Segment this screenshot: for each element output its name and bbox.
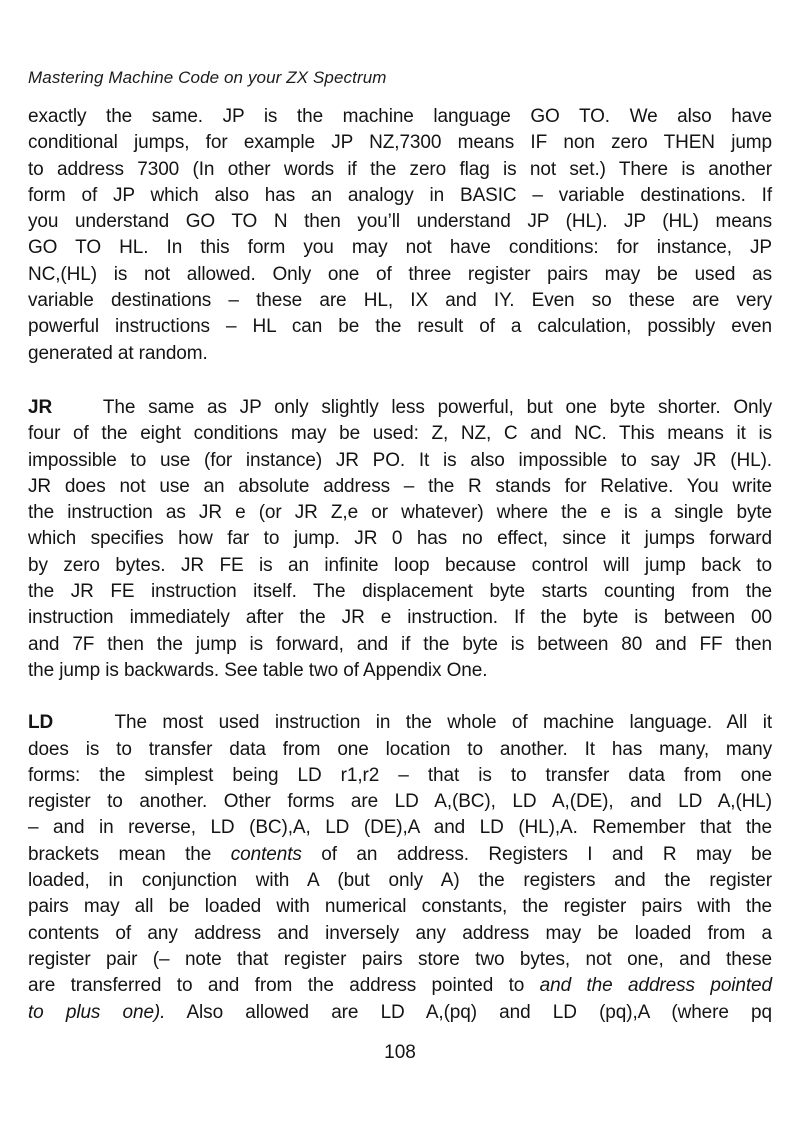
text-line xyxy=(28,314,772,340)
text-run: generated at random. xyxy=(28,342,208,364)
text-line xyxy=(28,842,772,868)
text-line xyxy=(28,395,772,421)
text-run: Also allowed are LD A,(pq) and LD (pq),A (where pq xyxy=(165,1001,772,1023)
text-run: and 7F then the jump is forward, and if the byte is between 80 and FF then xyxy=(28,633,772,655)
text-line xyxy=(28,183,772,209)
running-header: Mastering Machine Code on your ZX Spectrum xyxy=(28,68,387,87)
text-line xyxy=(28,947,772,973)
text-run: forms: the simplest being LD r1,r2 – that is to transfer data from one xyxy=(28,764,772,786)
text-run: variable destinations – these are HL, IX and IY. Even so these are very xyxy=(28,290,772,312)
text-run: you understand GO TO N then you’ll understand JP (HL). JP (HL) means xyxy=(28,211,772,233)
text-run: contents of any address and inversely any address may be loaded from a xyxy=(28,922,772,944)
text-line xyxy=(28,553,772,579)
text-run: loaded, in conjunction with A (but only A) the registers and the register xyxy=(28,870,772,892)
page-number: 108 xyxy=(384,1041,416,1063)
paragraph xyxy=(28,395,772,684)
body-text xyxy=(28,104,772,1026)
text-run: JR xyxy=(28,396,53,418)
text-run: of an address. Registers I and R may be xyxy=(301,843,772,865)
text-run: brackets mean the xyxy=(28,843,231,865)
text-line xyxy=(28,973,772,999)
text-run: The same as JP only slightly less powerful, but one byte shorter. Only xyxy=(52,396,772,418)
text-line xyxy=(28,658,772,684)
text-line xyxy=(28,526,772,552)
text-run: the instruction as JR e (or JR Z,e or whatever) where the e is a single byte xyxy=(28,502,772,524)
text-run: four of the eight conditions may be used: Z, NZ, C and NC. This means it is xyxy=(28,423,772,445)
text-line xyxy=(28,632,772,658)
text-run: The most used instruction in the whole of machine language. All it xyxy=(53,712,772,734)
text-run: does is to transfer data from one location to another. It has many, many xyxy=(28,738,772,760)
text-run: are transferred to and from the address pointed to xyxy=(28,975,540,997)
text-run: conditional jumps, for example JP NZ,7300 means IF non zero THEN jump xyxy=(28,132,772,154)
text-run: by zero bytes. JR FE is an infinite loop because control will jump back to xyxy=(28,554,772,576)
text-line xyxy=(28,288,772,314)
text-line xyxy=(28,448,772,474)
paragraph xyxy=(28,104,772,367)
text-run: the JR FE instruction itself. The displacement byte starts counting from the xyxy=(28,581,772,603)
text-run: form of JP which also has an analogy in BASIC – variable destinations. If xyxy=(28,184,772,206)
text-line xyxy=(28,421,772,447)
text-line xyxy=(28,262,772,288)
text-line xyxy=(28,894,772,920)
text-run: GO TO HL. In this form you may not have conditions: for instance, JP xyxy=(28,237,772,259)
text-line xyxy=(28,737,772,763)
text-line xyxy=(28,789,772,815)
text-line xyxy=(28,500,772,526)
text-run: to plus one). xyxy=(28,1001,166,1023)
text-line xyxy=(28,605,772,631)
text-line xyxy=(28,921,772,947)
text-run: contents xyxy=(230,843,302,865)
text-line xyxy=(28,579,772,605)
text-run: register pair (– note that register pairs store two bytes, not one, and these xyxy=(28,948,772,970)
text-run: register to another. Other forms are LD A,(BC), LD A,(DE), and LD A,(HL) xyxy=(28,791,772,813)
text-line xyxy=(28,130,772,156)
text-line xyxy=(28,763,772,789)
text-run: pairs may all be loaded with numerical constants, the register pairs with the xyxy=(28,896,772,918)
text-run: instruction immediately after the JR e instruction. If the byte is between 00 xyxy=(28,607,772,629)
text-run: powerful instructions – HL can be the result of a calculation, possibly even xyxy=(28,316,772,338)
text-run: NC,(HL) is not allowed. Only one of three register pairs may be used as xyxy=(28,263,772,285)
text-line xyxy=(28,868,772,894)
text-line xyxy=(28,157,772,183)
text-line xyxy=(28,1000,772,1026)
text-run: LD xyxy=(28,712,54,734)
text-run: – and in reverse, LD (BC),A, LD (DE),A and LD (HL),A. Remember that the xyxy=(28,817,772,839)
text-run: impossible to use (for instance) JR PO. It is also impossible to say JR (HL). xyxy=(28,449,772,471)
text-line xyxy=(28,474,772,500)
text-run: and the address pointed xyxy=(539,975,772,997)
text-run: to address 7300 (In other words if the zero flag is not set.) There is another xyxy=(28,158,772,180)
text-line xyxy=(28,235,772,261)
text-run: exactly the same. JP is the machine language GO TO. We also have xyxy=(28,106,772,127)
text-line xyxy=(28,104,772,130)
text-run: JR does not use an absolute address – the R stands for Relative. You write xyxy=(28,475,772,497)
text-run: the jump is backwards. See table two of Appendix One. xyxy=(28,659,488,681)
text-line xyxy=(28,209,772,235)
paragraph xyxy=(28,710,772,1026)
text-line xyxy=(28,341,772,367)
text-line xyxy=(28,710,772,736)
text-line xyxy=(28,815,772,841)
text-run: which specifies how far to jump. JR 0 has no effect, since it jumps forward xyxy=(28,528,772,550)
